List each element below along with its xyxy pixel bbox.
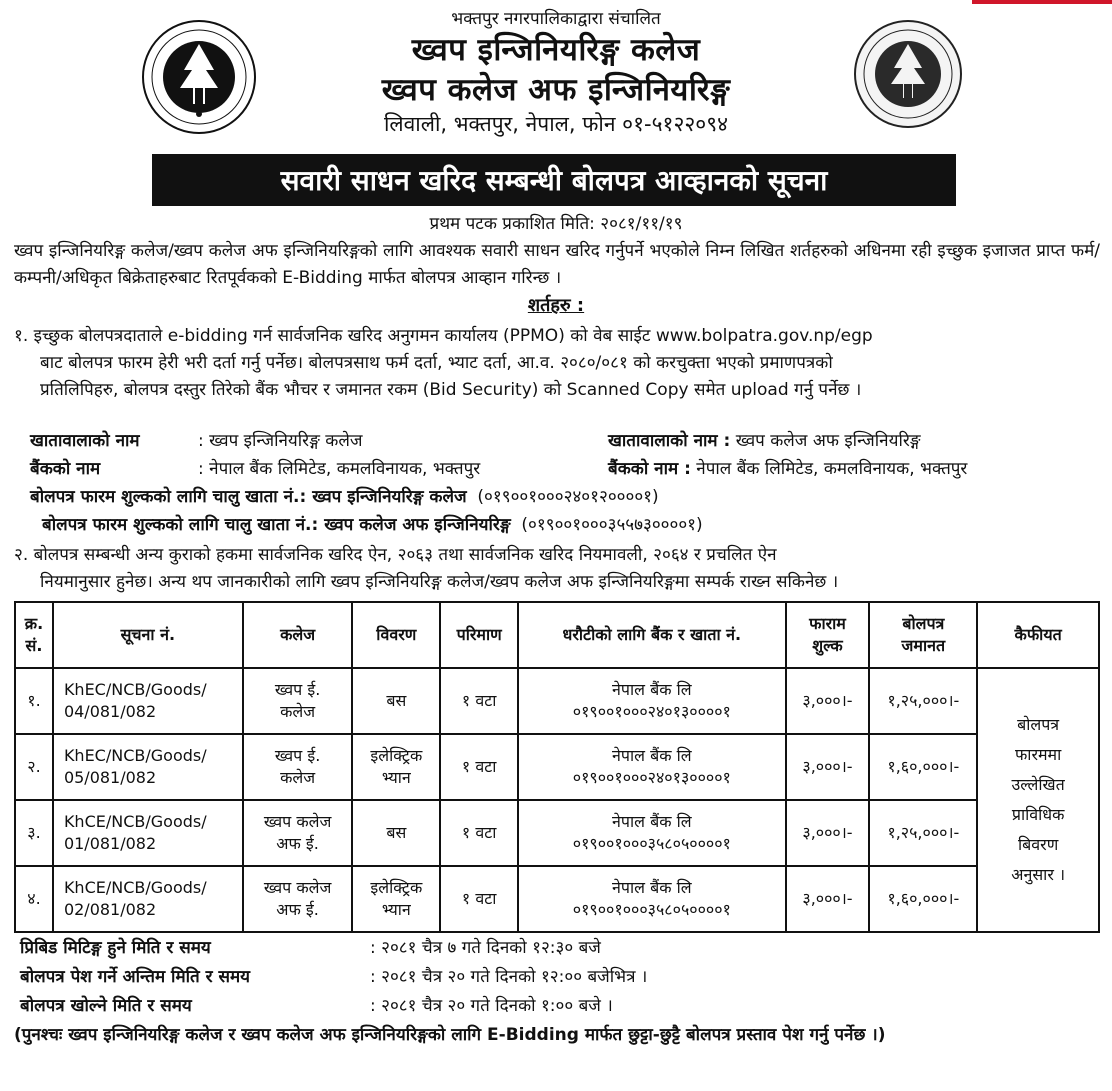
form-fee-account-number: (०१९००१०००२४०१२००००१) [477,487,659,507]
college-seal-icon [852,18,964,134]
row-details: इलेक्ट्रिक भ्यान [352,866,440,932]
col-college: कलेज [243,602,353,668]
row-quantity: १ वटा [440,800,518,866]
row-form-fee: ३,०००।- [786,734,870,800]
col-form-fee: फाराम शुल्क [786,602,870,668]
bank-name-value: : नेपाल बैंक लिमिटेड, कमलविनायक, भक्तपुर [198,459,481,479]
table-row [15,800,1099,866]
condition-2 [14,542,1100,596]
row-bank-account: नेपाल बैंक लि ०१९००१०००२४०१३००००१ [518,668,785,734]
row-bid-security: १,६०,०००।- [869,734,977,800]
table-row [15,866,1099,932]
row-sn: ३. [15,800,53,866]
bid-opening [20,992,613,1020]
col-bank-account: धरौटीको लागि बैंक र खाता नं. [518,602,785,668]
form-fee-label: बोलपत्र फारम शुल्कको लागि चालु खाता नं.: ख्वप इन्जिनियरिङ्ग कलेज [30,487,467,507]
opening-value: : २०८१ चैत्र २० गते दिनको १:०० बजे । [370,996,613,1016]
remarks-cell: बोलपत्र फारममा उल्लेखित प्राविधिक बिवरण अनुसार । [977,668,1099,932]
condition-2-line-1: २. बोलपत्र सम्बन्धी अन्य कुराको हकमा सार्वजनिक खरिद ऐन, २०६३ तथा सार्वजनिक खरिद नियमावली, २०६४ र प्रचलित ऐन [14,545,777,565]
table-row [15,734,1099,800]
notice-title: सवारी साधन खरिद सम्बन्धी बोलपत्र आव्हानको सूचना [152,154,956,206]
notice-header [0,8,1112,148]
deadline-value: : २०८१ चैत्र २० गते दिनको १२:०० बजेभित्र । [370,967,648,987]
college-address: लिवाली, भक्तपुर, नेपाल, फोन ०१-५१२२०९४ [383,112,729,136]
form-fee-account-number: (०१९००१०००३५५७३००००१) [521,515,703,535]
col-details: विवरण [352,602,440,668]
row-form-fee: ३,०००।- [786,866,870,932]
account-holder-value: : ख्वप इन्जिनियरिङ्ग कलेज [198,431,363,451]
bank-name-right [608,455,967,483]
top-accent-bar [972,0,1112,4]
opening-label: बोलपत्र खोल्ने मिति र समय [20,996,192,1016]
col-sn: क्र. सं. [15,602,53,668]
table-row [15,668,1099,734]
account-holder-left [30,427,363,455]
row-details: इलेक्ट्रिक भ्यान [352,734,440,800]
row-notice-no: KhCE/NCB/Goods/ 01/081/082 [53,800,243,866]
postscript-note: (पुनश्चः ख्वप इन्जिनियरिङ्ग कलेज र ख्वप कलेज अफ इन्जिनियरिङ्गको लागि E-Bidding मार्फत छुट्टा-छुट्टै बोलपत्र प्रस्ताव पेश गर्नु पर्नेछ ।) [14,1025,886,1045]
form-fee-label: बोलपत्र फारम शुल्कको लागि चालु खाता नं.: ख्वप कलेज अफ इन्जिनियरिङ्ग [42,515,511,535]
col-quantity: परिमाण [440,602,518,668]
account-holder-value: ख्वप कलेज अफ इन्जिनियरिङ्ग [735,431,921,451]
row-notice-no: KhCE/NCB/Goods/ 02/081/082 [53,866,243,932]
account-holder-right [608,427,921,455]
row-bid-security: १,२५,०००।- [869,800,977,866]
row-bank-account: नेपाल बैंक लि ०१९००१०००२४०१३००००१ [518,734,785,800]
row-quantity: १ वटा [440,668,518,734]
bank-name-label: बैंकको नाम [30,459,101,479]
prebid-value: : २०८१ चैत्र ७ गते दिनको १२:३० बजे [370,938,601,958]
row-college: ख्वप कलेज अफ ई. [243,866,353,932]
form-fee-account-2 [42,511,703,539]
college-name-1: ख्वप इन्जिनियरिङ्ग कलेज [411,32,701,68]
col-remarks: कैफीयत [977,602,1099,668]
col-notice-no: सूचना नं. [53,602,243,668]
college-seal-icon [140,18,258,140]
row-bid-security: १,२५,०००।- [869,668,977,734]
row-sn: १. [15,668,53,734]
row-details: बस [352,668,440,734]
account-holder-label: खातावालाको नाम [30,431,140,451]
row-notice-no: KhEC/NCB/Goods/ 05/081/082 [53,734,243,800]
row-form-fee: ३,०००।- [786,668,870,734]
row-quantity: १ वटा [440,866,518,932]
bank-name-value: नेपाल बैंक लिमिटेड, कमलविनायक, भक्तपुर [696,459,968,479]
row-details: बस [352,800,440,866]
college-name-2: ख्वप कलेज अफ इन्जिनियरिङ्ग [381,72,731,108]
form-fee-account-1 [30,483,659,511]
condition-2-line-2: नियमानुसार हुनेछ। अन्य थप जानकारीको लागि ख्वप इन्जिनियरिङ्ग कलेज/ख्वप कलेज अफ इन्जिनियरिङ्गमा सम्पर्क राख्न सकिनेछ । [40,572,839,592]
condition-1 [14,323,1100,404]
condition-1-line-3: प्रतिलिपिहरु, बोलपत्र दस्तुर तिरेको बैंक भौचर र जमानत रकम (Bid Security) को Scanned Copy समेत upload गर्नु पर्नेछ । [40,380,862,400]
row-bank-account: नेपाल बैंक लि ०१९००१०००३५८०५००००१ [518,800,785,866]
submission-deadline [20,963,647,991]
condition-1-line-2: बाट बोलपत्र फारम हेरी भरी दर्ता गर्नु पर्नेछ। बोलपत्रसाथ फर्म दर्ता, भ्याट दर्ता, आ.व. २०८०/०८१ को करचुक्ता भएको प्रमाणपत्रको [40,353,833,373]
bank-name-label: बैंकको नाम : [608,459,691,479]
run-by-text: भक्तपुर नगरपालिकाद्वारा संचालित [451,9,661,29]
account-holder-label: खातावालाको नाम : [608,431,731,451]
row-form-fee: ३,०००।- [786,800,870,866]
row-sn: २. [15,734,53,800]
row-quantity: १ वटा [440,734,518,800]
condition-1-line-1: १. इच्छुक बोलपत्रदाताले e-bidding गर्न सार्वजनिक खरिद अनुगमन कार्यालय (PPMO) को वेब साईट www.bolpatra.gov.np/egp [14,326,873,346]
row-notice-no: KhEC/NCB/Goods/ 04/081/082 [53,668,243,734]
row-college: ख्वप ई. कलेज [243,734,353,800]
table-header-row [15,602,1099,668]
prebid-label: प्रिबिड मिटिङ्ग हुने मिति र समय [20,938,211,958]
intro-paragraph: ख्वप इन्जिनियरिङ्ग कलेज/ख्वप कलेज अफ इन्जिनियरिङ्गको लागि आवश्यक सवारी साधन खरिद गर्नुपर्ने भएकोले निम्न लिखित शर्तहरुको अधिनमा रही इच्छुक इजाजत प्राप्त फर्म/कम्पनी/अधिकृत बिक्रेताहरुबाट रितपूर्वकको E-Bidding मार्फत बोलपत्र आव्हान गरिन्छ । [14,241,1100,288]
conditions-heading: शर्तहरु : [527,295,585,316]
publication-date: प्रथम पटक प्रकाशित मिति: २०८१/११/१९ [429,214,683,234]
deadline-label: बोलपत्र पेश गर्ने अन्तिम मिति र समय [20,967,251,987]
row-bank-account: नेपाल बैंक लि ०१९००१०००३५८०५००००१ [518,866,785,932]
col-bid-security: बोलपत्र जमानत [869,602,977,668]
bid-table [14,601,1100,933]
row-college: ख्वप कलेज अफ ई. [243,800,353,866]
row-sn: ४. [15,866,53,932]
row-bid-security: १,६०,०००।- [869,866,977,932]
prebid-meeting [20,934,601,962]
row-college: ख्वप ई. कलेज [243,668,353,734]
bank-name-left [30,455,480,483]
